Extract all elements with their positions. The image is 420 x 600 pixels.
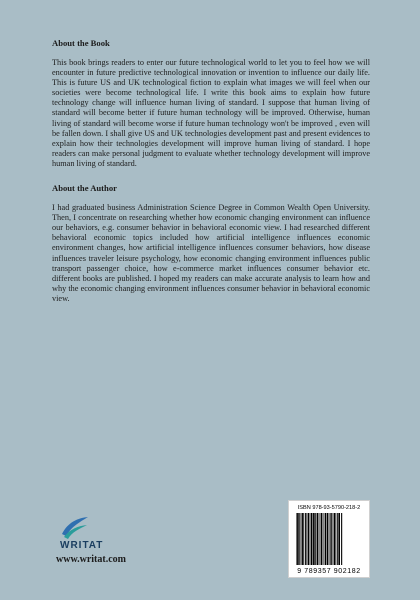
barcode-bar [327, 513, 329, 565]
barcode-bar [308, 513, 310, 565]
barcode-bar [302, 513, 304, 565]
barcode-bar [310, 513, 311, 565]
about-author-heading: About the Author [52, 183, 117, 194]
publisher-name: WRITAT [60, 540, 104, 551]
barcode-bar [320, 513, 321, 565]
barcode-bar [319, 513, 320, 565]
barcode-bar [337, 513, 338, 565]
barcode-bar [338, 513, 340, 565]
about-book-text: This book brings readers to enter our future technological world to let you to feel how we will encounter in future predictive technological innovation or invention to influence our daily life. This is future US and UK technological fiction to explain what images we will feel when our societies were become technological life. I write this book aims to explain how future technology change will influence human living of standard. I suppose that human living of standard will become better if future human technology will be improved. Otherwise, human living of standard will become worse if future human technology won't be improved , even will be fallen down. I shall give US and UK technologies development past and present evidences to explain how their technologies development will improve human living of standard. I hope readers can make personal judgment to evaluate whether technology development will improve human living of standard. [52, 58, 370, 168]
isbn-label: ISBN 978-93-5790-218-2 [297, 505, 361, 511]
barcode-bar [334, 513, 336, 565]
barcode-bar [311, 513, 313, 565]
back-cover-content [52, 38, 370, 316]
barcode-bar [306, 513, 307, 565]
barcode-bar [321, 513, 323, 565]
about-book-heading: About the Book [52, 38, 110, 48]
barcode-bar [301, 513, 302, 565]
barcode-bar [296, 513, 297, 565]
barcode-bar [341, 513, 342, 565]
barcode-bar [325, 513, 327, 565]
barcode-bars [295, 513, 363, 565]
publisher-url: www.writat.com [56, 554, 126, 565]
barcode-bar [317, 513, 318, 565]
barcode-bar [330, 513, 331, 565]
barcode-bar [333, 513, 334, 565]
barcode-bar [323, 513, 324, 565]
barcode-number: 9 789357 902182 [297, 568, 361, 575]
about-author-text: I had graduated business Administration Science Degree in Common Wealth Open University. Then, I concentrate on researching whether how economic changing environment can influence our behaviors, e.g. consumer behavior in behavioral economic view. I had researched different behavioral economic topics included how artificial intelligence influences economic environment changes, how artificial intelligence influences consumer behaviors, how disease influences traveler leisure psychology, how economic changing environment influences public transport passenger choice, how e-commerce market influences consumer behavior etc. different books are published. I hoped my readers can make accurate analysis to learn how and why the economic changing environment influences consumer behavior in behavioral economic view. [52, 203, 370, 303]
barcode-bar [297, 513, 299, 565]
barcode-bar [331, 513, 332, 565]
barcode-bar [305, 513, 306, 565]
barcode-bar [299, 513, 300, 565]
barcode-bar [313, 513, 315, 565]
publisher-logo [54, 514, 174, 574]
writat-swoosh-logo-icon [60, 514, 90, 540]
barcode-bar [315, 513, 316, 565]
isbn-barcode [288, 500, 370, 578]
